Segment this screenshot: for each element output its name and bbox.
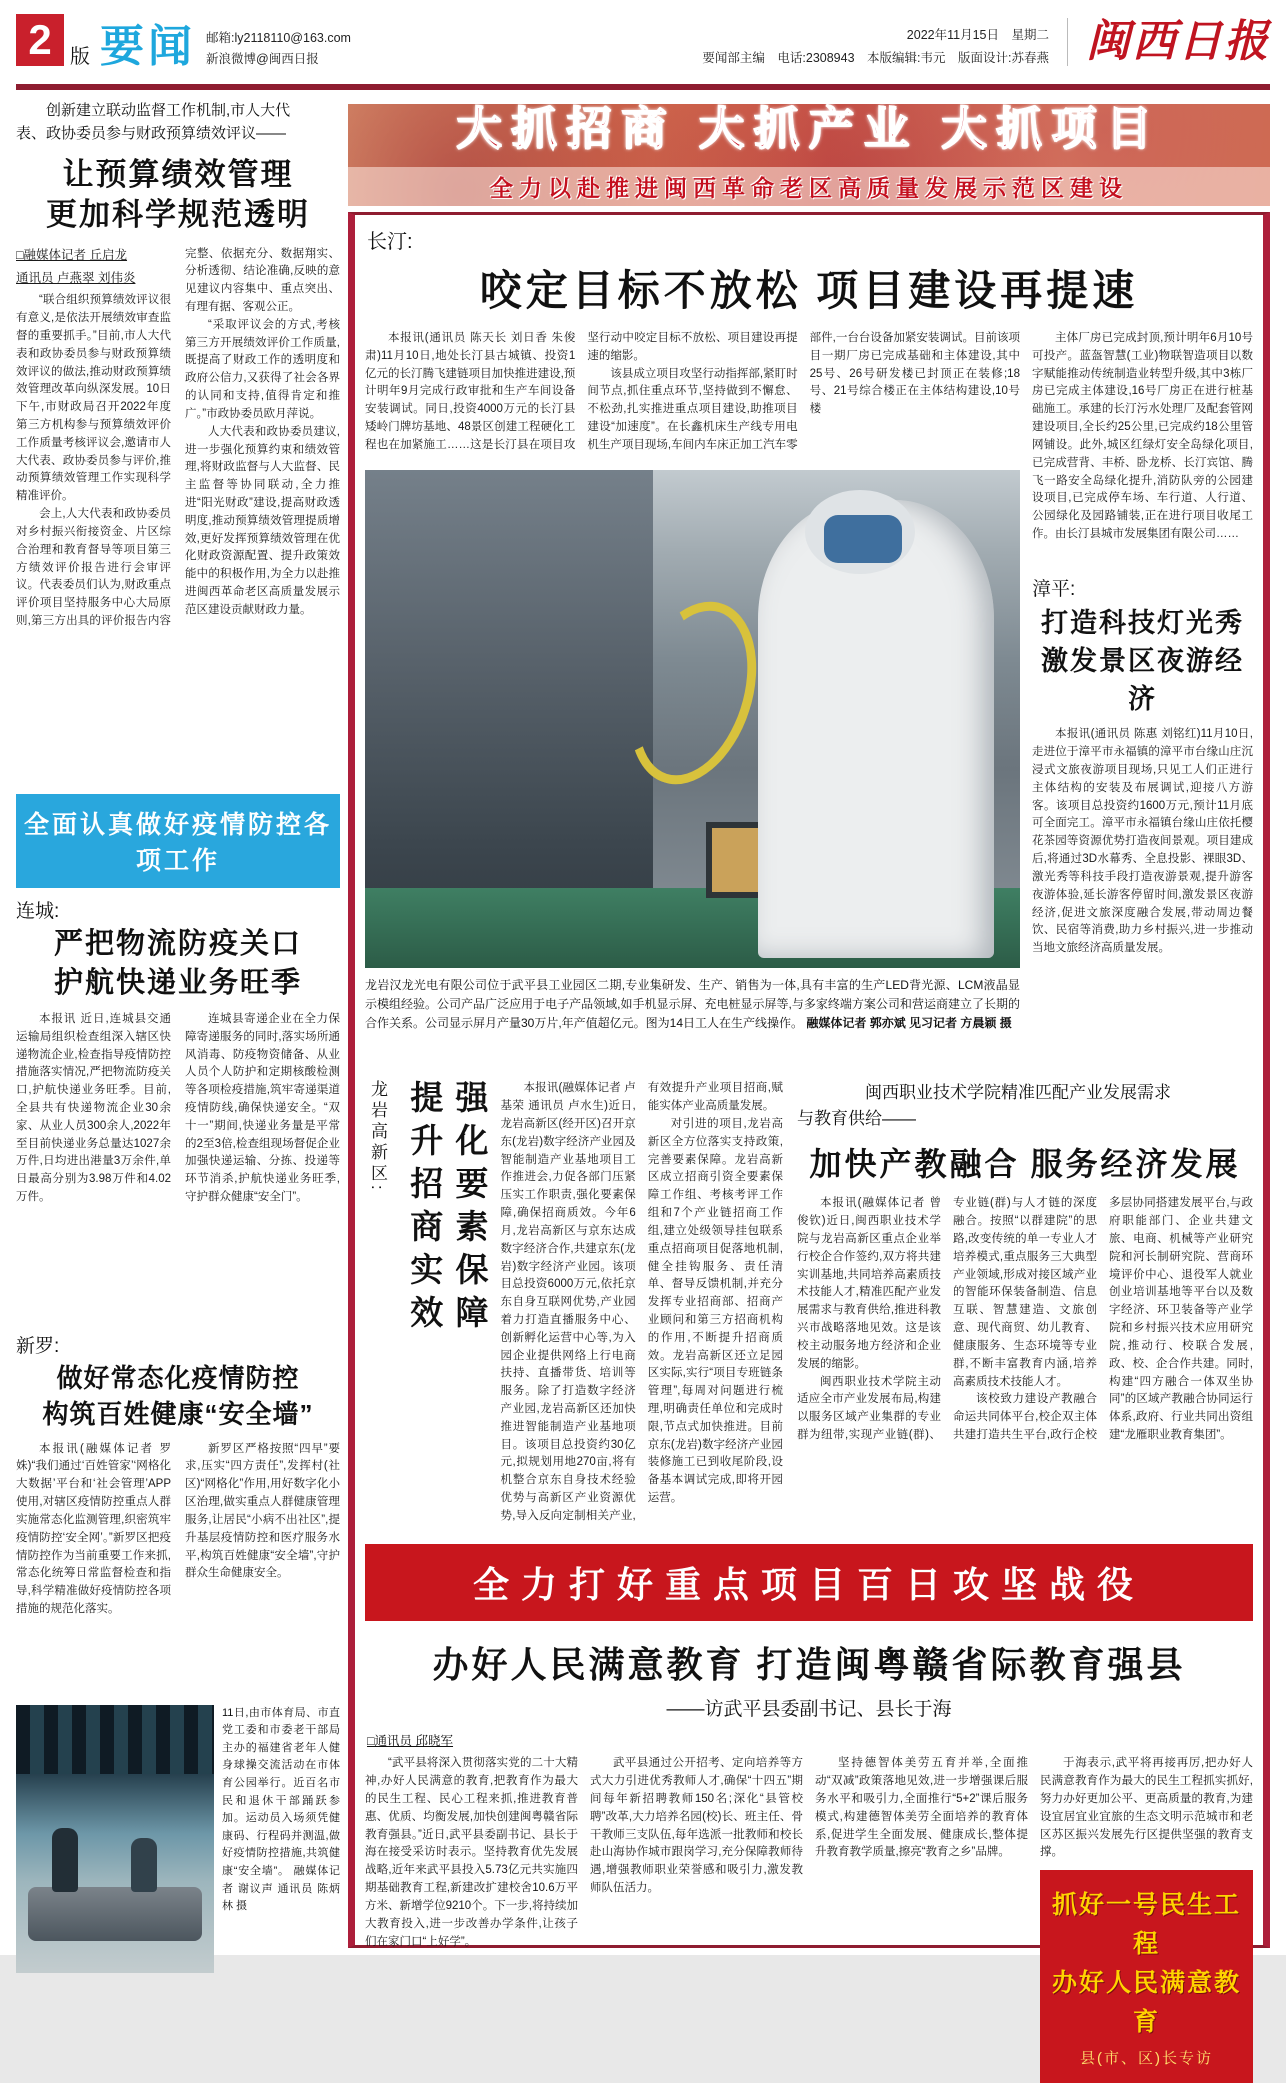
masthead-date: 2022年11月15日 星期二: [906, 28, 1049, 42]
gaoxin-paragraph: 对引进的项目,龙岩高新区全方位落实支持政策,完善要素保障。龙岩高新区成立招商引资全要素保障工作组、考核考评工作组和7个产业链招商工作组,建立处级领导挂包联系重点招商项目促落地机制,健全挂钩服务、责任清单、督导反馈机制,并充分发挥专业招商部、招商产业顾问和第三方招商机构的作用,不断提升招商质效。龙岩高新区还立足园区实际,实行“项目专班链条管理”,每周对问题进行梳理,明确责任单位和完成时限,节点式加快推进。目前京东(龙岩)数字经济产业园装修施工已到收尾阶段,设备基本调试完成,即将开园运营。: [647, 1118, 783, 1505]
page-number-box: [16, 14, 64, 66]
budget-kicker-line1: 创新建立联动监督工作机制,市人大代: [46, 102, 291, 119]
liancheng-body: [16, 1011, 340, 1329]
masthead-email: 邮箱:ly2118110@163.com: [206, 31, 351, 45]
changting-paragraph: 本报讯(通讯员 陈天长 刘日香 朱俊肃)11月10日,地处长汀县古城镇、投资1亿元的长汀腾飞建链项目加快推进建设,预计明年9月完成行政审批和生产车间设备安装调试。同日,投资4000万元的长汀县矮岭门牌坊基地、48景区创建工程硬化工程也在加紧施工……这是长汀县在项目攻坚行动中咬定目标不放松、项目建设再提速的缩影。: [365, 332, 798, 451]
factory-photo: [365, 470, 1020, 968]
education-paragraph: 于海表示,武平将再接再厉,把办好人民满意教育作为最大的民生工程抓实抓好,努力办好更加公平、更高质量的教育,为建设宜居宜业宜旅的生态文明示范城市和老区苏区振兴发展先行区提供坚强的教育支撑。: [1040, 1757, 1253, 1859]
masthead-weibo: 新浪微博@闽西日报: [206, 52, 319, 67]
liancheng-paragraph: 连城县寄递企业在全力保障寄递服务的同时,落实场所通风消毒、防疫物资储备、从业人员个人防护和定期核酸检测等各项检疫措施,筑牢寄递渠道疫情防线,确保快递安全。“双十一”期间,快递业务量是平常的2至3倍,检查组现场督促企业加强快递运输、分拣、投递等环节消杀,护航快递业务旺季,守护群众健康“安全门”。: [185, 1012, 340, 1203]
xinluo-headline: [16, 1360, 340, 1433]
gaoxin-label: 龙岩高新区:: [368, 1080, 387, 1195]
changting-body: [365, 330, 1020, 462]
changting-body-continued: [1032, 330, 1253, 572]
vocational-body: [797, 1195, 1253, 1525]
factory-photo-caption: [365, 976, 1020, 1034]
education-byline: □通讯员 邱晓军: [367, 1734, 454, 1749]
zhangping-headline-line2: 激发景区夜游经济: [1041, 645, 1244, 714]
budget-body: [16, 246, 340, 782]
sports-photo-caption: [222, 1705, 340, 1973]
budget-paragraph: “采取评议会的方式,考核第三方开展绩效评价工作质量,既提高了财政工作的透明度和政府公信力,又获得了社会各界的认同和支持,值得肯定和推广。”市政协委员欧月萍说。: [185, 318, 340, 420]
photo-mask-shape: [824, 515, 902, 563]
education-headline: 办好人民满意教育 打造闽粤赣省际教育强县: [432, 1645, 1186, 1686]
page-number: 2: [28, 16, 52, 63]
changting-headline: 咬定目标不放松 项目建设再提速: [479, 269, 1139, 315]
education-body: [365, 1755, 1253, 2068]
vocational-headline: 加快产教融合 服务经济发展: [809, 1146, 1241, 1183]
budget-paragraph: “联合组织预算绩效评议很有意义,是依法开展绩效审查监督的重要抓手。”目前,市人大代表和政协委员参与财政预算绩效评议的做法,推动财政预算绩效管理改革向纵深发展。10日下午,市财政局召开2022年度第三方机构参与预算绩效评价工作质量考核评议会,邀请市人大代表、政协委员参与评价,推动预算绩效管理工作实现科学精准评价。: [16, 294, 171, 503]
xinluo-headline-line2: 构筑百姓健康“安全墙”: [42, 1399, 314, 1430]
masthead-staff: 要闻部主编 电话:2308943 本版编辑:韦元 版面设计:苏春燕: [702, 50, 1049, 65]
xinluo-body: [16, 1441, 340, 1693]
photo-person-shape: [131, 1838, 157, 1892]
budget-headline-line1: 让预算绩效管理: [62, 157, 294, 192]
sports-photo: [16, 1705, 214, 1973]
education-paragraph: 武平县通过公开招考、定向培养等方式大力引进优秀教师人才,确保“十四五”期间每年新招聘教师150名;深化“县管校聘”改革,大力培养名园(校)长、班主任、骨干教师三支队伍,每年选派一批教师和校长赴山海协作城市跟岗学习,充分保障教师待遇,增强教师职业荣誉感和吸引力,激发教师队伍活力。: [590, 1757, 803, 1895]
liancheng-headline-line1: 严把物流防疫关口: [53, 927, 302, 960]
education-subtitle: ——访武平县委副书记、县长于海: [666, 1699, 952, 1721]
zhangping-body: [1032, 726, 1253, 1070]
budget-paragraph: 人大代表和政协委员建议,进一步强化预算约束和绩效管理,将财政监督与人大监督、民主监督等协同联动,全力推进“阳光财政”建设,提高财政透明度,推动预算绩效管理提质增效,更好发挥预算绩效管理在优化财政资源配置、提升政策效能中的积极作用,为全力以赴推进闽西革命老区高质量发展示范区建设贡献财政力量。: [185, 425, 340, 616]
banner-slogan: 大抓招商 大抓产业 大抓项目: [456, 103, 1162, 154]
gaoxin-paragraph: 本报讯(融媒体记者 卢基荣 通讯员 卢水生)近日,龙岩高新区(经开区)召开京东(龙岩)数字经济产业园及智能制造产业基地项目工作推进会,力促各部门压紧压实工作职责,强化要素保障,确保招商质效。今年6月,龙岩高新区与京东达成数字经济合作,共建京东(龙岩)数字经济产业园。该项目总投资6000万元,依托京东自身互联网优势,产业园着力打造直播服务中心、创新孵化运营中心等,为入园企业提供网络上行电商扶持、直播带货、培训等服务。除了打造数字经济产业园,龙岩高新区还加快推进智能制造产业基地项目。该项目总投资约30亿元,拟规划用地270亩,将有机整合京东自身技术经验优势与高新区产业资源优势,导入反向定制相关产业,有效提升产业项目招商,赋能实体产业高质量发展。: [500, 1082, 783, 1522]
vocational-paragraph: 本报讯(融媒体记者 曾俊钦)近日,闽西职业技术学院与龙岩高新区重点企业举行校企合作签约,双方将共建实训基地,共同培养高素质技术技能人才,精准匹配产业发展需求与教育供给,推进科教兴市战略落地见效。这是该校主动服务地方经济和企业发展的缩影。: [797, 1197, 941, 1370]
education-paragraph: 坚持德智体美劳五育并举,全面推动“双减”政策落地见效,进一步增强课后服务水平和吸引力,全面推行“5+2”课后服务模式,构建德智体美劳全面培养的教育体系,促进学生全面发展、健康成长,整体提升教育教学质量,擦亮“教育之乡”品牌。: [815, 1757, 1028, 1859]
gaoxin-headline-line2: 提升招商实效: [405, 1080, 442, 1339]
middle-row: [365, 1080, 1253, 1532]
budget-paragraph: 会上,人大代表和政协委员对乡村振兴衔接资金、片区综合治理和教育督导等项目第三方绩效评价报告进行会审评议。代表委员们认为,财政重点评价项目坚持服务中心大局原则,第三方出具的评价报告内容完整、依据充分、数据翔实、分析透彻、结论准确,反映的意见建议内容集中、重点突出、有理有据、客观公正。: [16, 247, 340, 627]
education-paragraph: “武平县将深入贯彻落实党的二十大精神,办好人民满意的教育,把教育作为最大的民生工程、民心工程来抓,推进教育普惠、优质、均衡发展,加快创建闽粤赣省际教育强县。”近日,武平县委副书记、县长于海在接受采访时表示。坚持教育优先发展战略,近年来武平县投入5.73亿元共实施四期基础教育工程,新建改扩建校舍10.6万平方米、新增学位9210个。下一步,将持续加大教育投入,进一步改善办学条件,让孩子们在家门口“上好学”。: [365, 1757, 578, 1948]
budget-headline: [16, 155, 340, 236]
education-column: [815, 1755, 1028, 2047]
banner-subslogan: 全力以赴推进闽西革命老区高质量发展示范区建设: [348, 167, 1270, 206]
education-column: [365, 1755, 578, 2047]
center-column: [348, 96, 1270, 2068]
changting-right: [1032, 330, 1253, 1070]
vocational-kicker: [797, 1080, 1253, 1131]
campaign-banner: 全力打好重点项目百日攻坚战役: [365, 1544, 1253, 1621]
promo-line1: 抓好一号民生工程: [1051, 1891, 1241, 1959]
budget-byline-1: □融媒体记者 丘启龙: [16, 247, 128, 262]
zhangping-label: 漳平:: [1032, 579, 1076, 600]
xinluo-paragraph: 本报讯(融媒体记者 罗姝)“我们通过‘百姓管家’‘网格化大数据’平台和‘社会管理’APP使用,对辖区疫情防控重点人群实施常态化监测管理,织密筑牢疫情防控‘安全网’。”新罗区把疫情防控作为当前重要工作来抓,常态化统筹日常监督检查和指导,科学精准做好疫情防控各项措施的规范化落实。: [16, 1442, 171, 1615]
masthead-contact: [206, 28, 351, 71]
sports-caption-credit: 融媒体记者 谢议声 通讯员 陈炳林 摄: [222, 1865, 341, 1913]
gaoxin-body: [501, 1080, 784, 1526]
changting-paragraph: 该县成立项目攻坚行动指挥部,紧盯时间节点,抓住重点环节,坚持做到不懈怠、不松劲,扎实推进重点项目建设,助推项目建设“加速度”。在长鑫机床生产线专用电机生产项目现场,车间内车床正加工汽车零部件,一台台设备加紧安装调试。目前该项目一期厂房已完成基础和主体建设,其中25号、26号研发楼已封顶正在装修;18号、21号综合楼正在主体结构建设,10号楼: [587, 332, 1020, 451]
feature-frame: [348, 212, 1270, 2068]
liancheng-paragraph: 本报讯 近日,连城县交通运输局组织检查组深入辖区快递物流企业,检查指导疫情防控措施落实情况,严把物流防疫关口,护航快递业务旺季。目前,全县共有快递物流企业30余家、从业人员300余人,2022年至目前快递业务总量达1027余万件,日均进出港量3万余件,单日最高分别为3.98万件和4.02万件。: [16, 1012, 171, 1203]
gaoxin-headline-line1: 强化要素保障: [450, 1080, 487, 1339]
budget-kicker-line2: 表、政协委员参与财政预算绩效评议——: [16, 124, 287, 142]
changting-left: [365, 330, 1020, 1070]
page-content: [0, 90, 1286, 2068]
promotion-banner: [348, 104, 1270, 206]
budget-kicker: [16, 100, 340, 145]
budget-headline-line2: 更加科学规范透明: [46, 197, 310, 233]
vocational-kicker-line2: 与教育供给——: [797, 1108, 916, 1128]
liancheng-headline-line2: 护航快递业务旺季: [53, 966, 302, 999]
xinluo-headline-line1: 做好常态化疫情防控: [56, 1362, 300, 1393]
zhangping-headline: [1032, 605, 1253, 718]
photo-person-shape: [52, 1828, 78, 1892]
gaoxin-headline: [398, 1080, 493, 1520]
changting-label: 长汀:: [367, 231, 413, 253]
education-column-with-promo: [1040, 1755, 1253, 2068]
budget-byline-2: 通讯员 卢燕翠 刘伟炎: [16, 270, 136, 285]
liancheng-headline: [16, 925, 340, 1003]
photo-ceiling-shape: [16, 1705, 214, 1775]
factory-caption-credit: 融媒体记者 郭亦斌 见习记者 方晨颖 摄: [806, 1016, 1012, 1031]
liancheng-label: 连城:: [16, 900, 60, 922]
vocational-paragraph: 该校致力建设产教融合命运共同体平台,校企双主体共建打造共生平台,政行企校多层协同搭建发展平台,与政府职能部门、企业共建文旅、电商、机械等产业研究院和河长制研究院、营商环境评价中心、退役军人就业创业培训基地等平台以及数字经济、环卫装备等产业学院和乡村振兴技术应用研究院,推动行、校联合发展,政、校、企合作共建。同时,构建“四方融合一体双坐协同”的区域产教融合协同运行体系,政府、行业共同出资组建“龙雁职业教育集团”。: [953, 1197, 1253, 1441]
left-column: [16, 96, 340, 1973]
xinluo-paragraph: 新罗区严格按照“四早”要求,压实“四方责任”,发挥村(社区)“网格化”作用,用好数字化小区治理,做实重点人群健康管理服务,让居民“小病不出社区”,提升基层疫情防控和医疗服务水平,构筑百姓健康“安全墙”,守护群众生命健康安全。: [185, 1442, 340, 1580]
masthead-info: [702, 24, 1049, 69]
changting-row: [365, 330, 1253, 1070]
epidemic-banner: 全面认真做好疫情防控各项工作: [16, 794, 340, 888]
promo-line3: 县(市、区)长专访: [1080, 2050, 1213, 2068]
zhangping-paragraph: 本报讯(通讯员 陈惠 刘铭红)11月10日,走进位于漳平市永福镇的漳平市台缘山庄沉浸式文旅夜游项目现场,只见工人们正进行主体结构的安装及布展调试,迎接八方游客。该项目总投资约1600万元,预计11月底可全面完工。漳平市永福镇台缘山庄依托樱花茶园等资源优势打造夜间景观。项目建成后,将通过3D水幕秀、全息投影、裸眼3D、激光秀等科技手段打造夜游景观,提升游客夜游体验,延长游客停留时间,激发景区夜游经济,促进文旅深度融合发展,带动周边餐饮、民宿等消费,助力乡村振兴,进一步推动当地文旅经济高质量发展。: [1032, 728, 1253, 955]
xinluo-label: 新罗:: [16, 1335, 60, 1357]
sports-photo-block: [16, 1705, 340, 1973]
changting-paragraph: 主体厂房已完成封顶,预计明年6月10号可投产。蓝盔智慧(工业)物联智造项目以数字赋能推动传统制造业转型升级,其中3栋厂房已完成主体建设,16号厂房正在进行桩基础施工。承建的长汀污水处理厂及配套管网建设项目,全长约25公里,已完成约18公里管网铺设。此外,城区红绿灯安全岛绿化项目,已完成营背、丰桥、卧龙桥、长汀宾馆、腾飞一路安全岛绿化提升,消防队旁的公园建设项目,已完成停车场、车行道、人行道、公园绿化及园路铺装,正在进行项目收尾工作。由长汀县城市发展集团有限公司……: [1032, 332, 1253, 540]
vocational-paragraph: 闽西职业技术学院主动适应全市产业发展布局,构建以服务区域产业集群的专业群为纽带,实现产业链(群)、专业链(群)与人才链的深度融合。按照“以群建院”的思路,改变传统的单一专业人才培养模式,重点服务三大典型产业领域,形成对接区域产业的智能环保装备制造、信息互联、智慧建造、文旅创意、现代商贸、幼儿教育、健康服务、生态环境等专业群,不断丰富教育内涵,培养高素质技术技能人才。: [797, 1197, 1097, 1441]
paper-name: 闽西日报: [1067, 18, 1270, 66]
zhangping-headline-line1: 打造科技灯光秀: [1041, 608, 1244, 638]
section-title: 要闻: [100, 22, 196, 71]
page-word: 版: [70, 46, 90, 68]
factory-caption-text: 龙岩汉龙光电有限公司位于武平县工业园区二期,专业集研发、生产、销售为一体,具有丰富的生产LED背光源、LCM液晶显示模组经验。公司产品广泛应用于电子产品领域,如手机显示屏、充电桩显示屏等,与多家终端方案公司和营运商建立了长期的合作关系。公司显示屏月产量30万片,年产值超亿元。图为14日工人在生产线操作。: [365, 978, 1020, 1031]
gaoxin-article: [365, 1080, 783, 1532]
masthead: [0, 0, 1286, 80]
photo-conveyor-shape: [28, 1887, 202, 1941]
promo-line2: 办好人民满意教育: [1051, 1968, 1241, 2036]
vocational-article: [797, 1080, 1253, 1532]
vocational-kicker-line1: 闽西职业技术学院精准匹配产业发展需求: [865, 1083, 1171, 1103]
education-column: [590, 1755, 803, 2047]
promo-box: [1040, 1870, 1253, 2082]
sports-caption-text: 11日,由市体育局、市直党工委和市委老干部局主办的福建省老年人健身球操交流活动在市体育公园举行。近百名市民和退休干部踊跃参加。运动员入场须凭健康码、行程码并测温,做好疫情防控措施,共筑健康“安全墙”。: [222, 1706, 340, 1877]
